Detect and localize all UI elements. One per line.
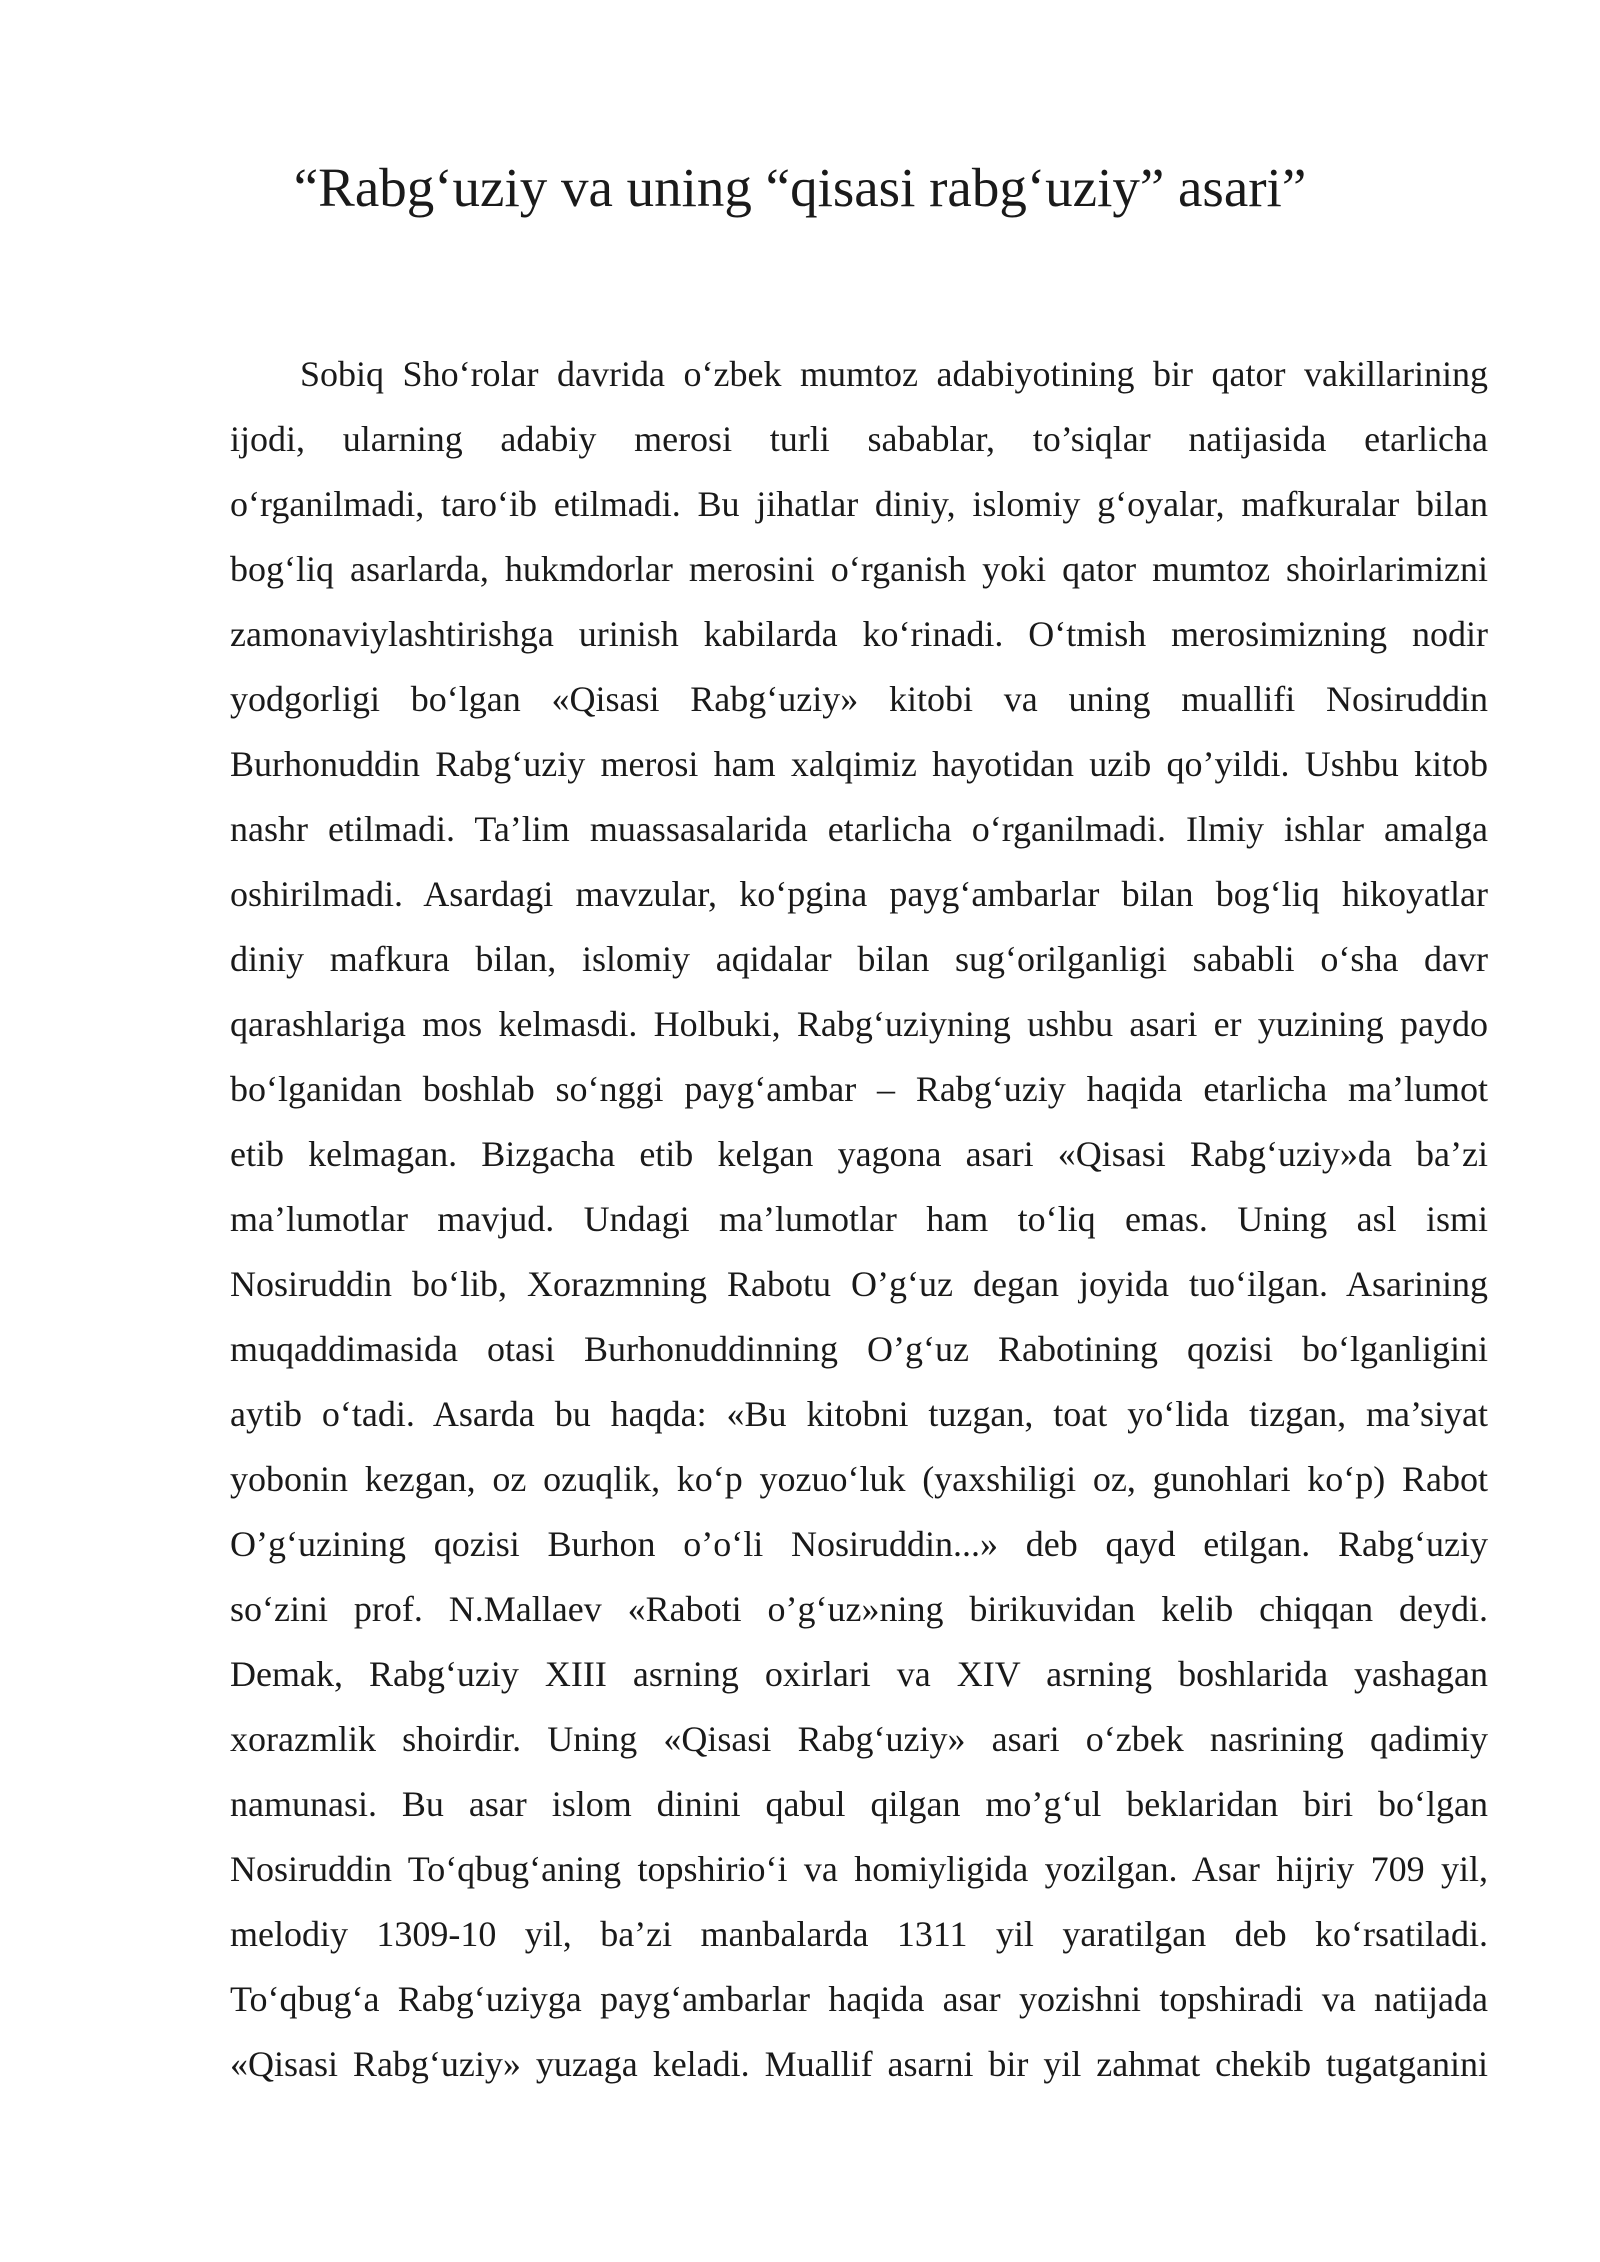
paragraph-line: muqaddimasida otasi Burhonuddinning O’g‘uz Rabotining qozisi bo‘lganligini: [230, 1329, 1488, 1369]
paragraph-line: Sobiq Sho‘rolar davrida o‘zbek mumtoz adabiyotining bir qator vakillarining: [300, 354, 1488, 394]
paragraph-line: Burhonuddin Rabg‘uziy merosi ham xalqimiz hayotidan uzib qo’yildi. Ushbu kitob: [230, 744, 1488, 784]
paragraph-line: qarashlariga mos kelmasdi. Holbuki, Rabg‘uziyning ushbu asari er yuzining paydo: [230, 1004, 1488, 1044]
paragraph-line: aytib o‘tadi. Asarda bu haqda: «Bu kitobni tuzgan, toat yo‘lida tizgan, ma’siyat: [230, 1394, 1488, 1434]
paragraph-line: Demak, Rabg‘uziy XIII asrning oxirlari va XIV asrning boshlarida yashagan: [230, 1654, 1488, 1694]
paragraph-line: yobonin kezgan, oz ozuqlik, ko‘p yozuo‘luk (yaxshiligi oz, gunohlari ko‘p) Rabot: [230, 1459, 1488, 1499]
paragraph-line: ijodi, ularning adabiy merosi turli sabablar, to’siqlar natijasida etarlicha: [230, 419, 1488, 459]
paragraph-line: yodgorligi bo‘lgan «Qisasi Rabg‘uziy» kitobi va uning muallifi Nosiruddin: [230, 679, 1488, 719]
paragraph-line: Nosiruddin bo‘lib, Xorazmning Rabotu O’g‘uz degan joyida tuo‘ilgan. Asarining: [230, 1264, 1488, 1304]
paragraph-line: oshirilmadi. Asardagi mavzular, ko‘pgina payg‘ambarlar bilan bog‘liq hikoyatlar: [230, 874, 1488, 914]
paragraph-line: namunasi. Bu asar islom dinini qabul qilgan mo’g‘ul beklaridan biri bo‘lgan: [230, 1784, 1488, 1824]
paragraph-line: etib kelmagan. Bizgacha etib kelgan yagona asari «Qisasi Rabg‘uziy»da ba’zi: [230, 1134, 1488, 1174]
paragraph-line: To‘qbug‘a Rabg‘uziyga payg‘ambarlar haqida asar yozishni topshiradi va natijada: [230, 1979, 1488, 2019]
paragraph-line: xorazmlik shoirdir. Uning «Qisasi Rabg‘uziy» asari o‘zbek nasrining qadimiy: [230, 1719, 1488, 1759]
paragraph-line: bog‘liq asarlarda, hukmdorlar merosini o‘rganish yoki qator mumtoz shoirlarimizni: [230, 549, 1488, 589]
paragraph-line: «Qisasi Rabg‘uziy» yuzaga keladi. Muallif asarni bir yil zahmat chekib tugatganini: [230, 2044, 1488, 2084]
paragraph-line: nashr etilmadi. Ta’lim muassasalarida etarlicha o‘rganilmadi. Ilmiy ishlar amalga: [230, 809, 1488, 849]
document-title: “Rabg‘uziy va uning “qisasi rabg‘uziy” asari”: [293, 157, 1307, 218]
paragraph-line: o‘rganilmadi, taro‘ib etilmadi. Bu jihatlar diniy, islomiy g‘oyalar, mafkuralar bilan: [230, 484, 1488, 524]
paragraph-line: Nosiruddin To‘qbug‘aning topshirio‘i va homiyligida yozilgan. Asar hijriy 709 yil,: [230, 1849, 1488, 1889]
paragraph-line: O’g‘uzining qozisi Burhon o’o‘li Nosiruddin...» deb qayd etilgan. Rabg‘uziy: [230, 1524, 1488, 1564]
paragraph-line: melodiy 1309-10 yil, ba’zi manbalarda 1311 yil yaratilgan deb ko‘rsatiladi.: [230, 1914, 1488, 1954]
paragraph-line: diniy mafkura bilan, islomiy aqidalar bilan sug‘orilganligi sababli o‘sha davr: [230, 939, 1488, 979]
paragraph-line: so‘zini prof. N.Mallaev «Raboti o’g‘uz»ning birikuvidan kelib chiqqan deydi.: [230, 1589, 1488, 1629]
paragraph-line: bo‘lganidan boshlab so‘nggi payg‘ambar – Rabg‘uziy haqida etarlicha ma’lumot: [230, 1069, 1488, 1109]
paragraph-line: zamonaviylashtirishga urinish kabilarda ko‘rinadi. O‘tmish merosimizning nodir: [230, 614, 1488, 654]
body-paragraph: [230, 342, 1488, 2097]
paragraph-line: ma’lumotlar mavjud. Undagi ma’lumotlar ham to‘liq emas. Uning asl ismi: [230, 1199, 1488, 1239]
